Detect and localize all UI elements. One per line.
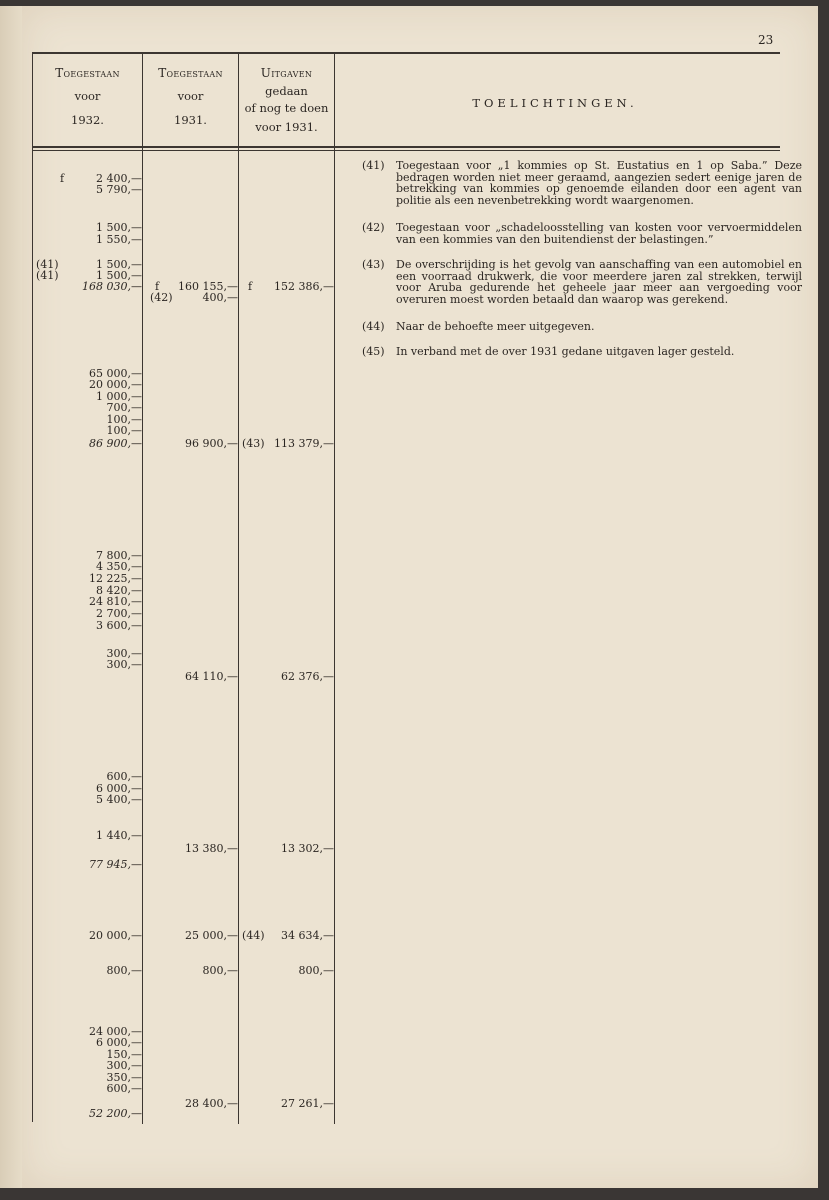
col1-value: 65 000,— [89, 367, 142, 380]
note-ref: (45) [362, 345, 385, 358]
header-col3-line3: of nog te doen [244, 101, 329, 115]
col1-prefix: f [60, 172, 65, 185]
col1-value: 300,— [106, 1059, 142, 1072]
header-col1-title: Toegestaan [55, 66, 120, 80]
col3-value: 62 376,— [281, 670, 334, 683]
col3-value: 27 261,— [281, 1097, 334, 1110]
header-col2-title: Toegestaan [158, 66, 223, 80]
col2-value: 160 155,— [178, 280, 238, 293]
col3-ref: (43) [242, 437, 265, 450]
col3-divider [334, 52, 335, 1124]
col1-subtotal: 86 900,— [89, 437, 142, 450]
col2-ref: (42) [150, 291, 173, 304]
page-number: 23 [758, 33, 774, 47]
col1-ref: (41) [36, 269, 59, 282]
note-ref: (43) [362, 258, 385, 271]
col1-value: 2 700,— [96, 607, 142, 620]
col1-value: 8 420,— [96, 584, 142, 597]
col2-value: 13 380,— [185, 842, 238, 855]
header-col3-line4: voor 1931. [255, 120, 318, 134]
col1-value: 1 500,— [96, 221, 142, 234]
header-rule-thin [32, 150, 780, 151]
left-border [32, 52, 33, 1122]
col1-value: 4 350,— [96, 560, 142, 573]
col1-value: 12 225,— [89, 572, 142, 585]
header-col3-line2: gedaan [265, 84, 308, 98]
col1-subtotal: 52 200,— [89, 1107, 142, 1120]
header-col2 [143, 66, 238, 128]
note-text: Toegestaan voor „1 kommies op St. Eustatius en 1 op Saba.” Deze bedragen worden niet meer geraamd, aangezien sedert eenige jaren de betrekking van kommies op genoemde eilanden door een agent van politie als een nevenbetrekking wordt waargenomen. [396, 159, 802, 207]
note-text: Toegestaan voor „schadeloosstelling van kosten voor vervoermiddelen van een kommies van den buitendienst der belastingen.” [396, 221, 802, 246]
col1-subtotal: 77 945,— [89, 858, 142, 871]
header-col1 [33, 66, 142, 128]
col2-value: 64 110,— [185, 670, 238, 683]
col1-value: 24 000,— [89, 1025, 142, 1038]
header-col2-sub: voor [177, 89, 204, 103]
col1-value: 6 000,— [96, 782, 142, 795]
col2-prefix: f [155, 280, 160, 293]
note-ref: (42) [362, 221, 385, 234]
note-ref: (44) [362, 320, 385, 333]
col2-divider [238, 52, 239, 1124]
note-44 [362, 321, 802, 333]
note-text: De overschrijding is het gevolg van aanschaffing van een automobiel en een voorraad drukwerk, die voor meerdere jaren zal strekken, terwijl voor Aruba gedurende het geheele jaar meer aan vergoeding voor overuren moest worden betaald dan waarop was gerekend. [396, 258, 802, 306]
col1-value: 600,— [106, 770, 142, 783]
col3-ref: (44) [242, 929, 265, 942]
col1-value: 600,— [106, 1082, 142, 1095]
col1-value: 2 400,— [96, 172, 142, 185]
col1-value: 24 810,— [89, 595, 142, 608]
col1-value: 20 000,— [89, 929, 142, 942]
col1-value: 1 440,— [96, 829, 142, 842]
col1-value: 300,— [106, 647, 142, 660]
col1-value: 20 000,— [89, 378, 142, 391]
col1-value: 100,— [106, 424, 142, 437]
col2-value: 25 000,— [185, 929, 238, 942]
col1-value: 5 790,— [96, 183, 142, 196]
col3-value: 13 302,— [281, 842, 334, 855]
col3-prefix: f [248, 280, 253, 293]
col2-value: 800,— [202, 964, 238, 977]
col1-ref: (41) [36, 258, 59, 271]
col2-value: 400,— [202, 291, 238, 304]
col3-value: 34 634,— [281, 929, 334, 942]
col3-value: 800,— [298, 964, 334, 977]
document-page [22, 6, 818, 1188]
header-col3 [239, 66, 334, 135]
header-col1-sub: voor [74, 89, 101, 103]
note-ref: (41) [362, 159, 385, 172]
col1-value: 1 500,— [96, 258, 142, 271]
col1-value: 300,— [106, 658, 142, 671]
header-col4 [335, 96, 775, 111]
col1-divider [142, 52, 143, 1124]
col1-value: 7 800,— [96, 549, 142, 562]
col1-value: 1 000,— [96, 390, 142, 403]
page-edge-strip [0, 6, 22, 1188]
col2-value: 28 400,— [185, 1097, 238, 1110]
col1-value: 800,— [106, 964, 142, 977]
col1-value: 1 500,— [96, 269, 142, 282]
col1-value: 350,— [106, 1071, 142, 1084]
note-41 [362, 160, 802, 206]
header-col2-year: 1931. [174, 113, 207, 127]
header-col4-title: TOELICHTINGEN. [472, 96, 638, 110]
col3-value: 152 386,— [274, 280, 334, 293]
col1-value: 700,— [106, 401, 142, 414]
col2-value: 96 900,— [185, 437, 238, 450]
top-rule [32, 52, 780, 54]
note-45 [362, 346, 802, 358]
header-rule [32, 146, 780, 148]
note-42 [362, 222, 802, 245]
col1-value: 100,— [106, 413, 142, 426]
col1-value: 150,— [106, 1048, 142, 1061]
note-43 [362, 259, 802, 305]
note-text: Naar de behoefte meer uitgegeven. [396, 320, 595, 333]
col1-value: 3 600,— [96, 619, 142, 632]
col1-value: 5 400,— [96, 793, 142, 806]
col1-value: 1 550,— [96, 233, 142, 246]
col1-value: 6 000,— [96, 1036, 142, 1049]
col3-value: 113 379,— [274, 437, 334, 450]
header-col1-year: 1932. [71, 113, 104, 127]
note-text: In verband met de over 1931 gedane uitgaven lager gesteld. [396, 345, 735, 358]
col1-subtotal: 168 030,— [82, 280, 142, 293]
header-col3-title: Uitgaven [260, 66, 313, 80]
